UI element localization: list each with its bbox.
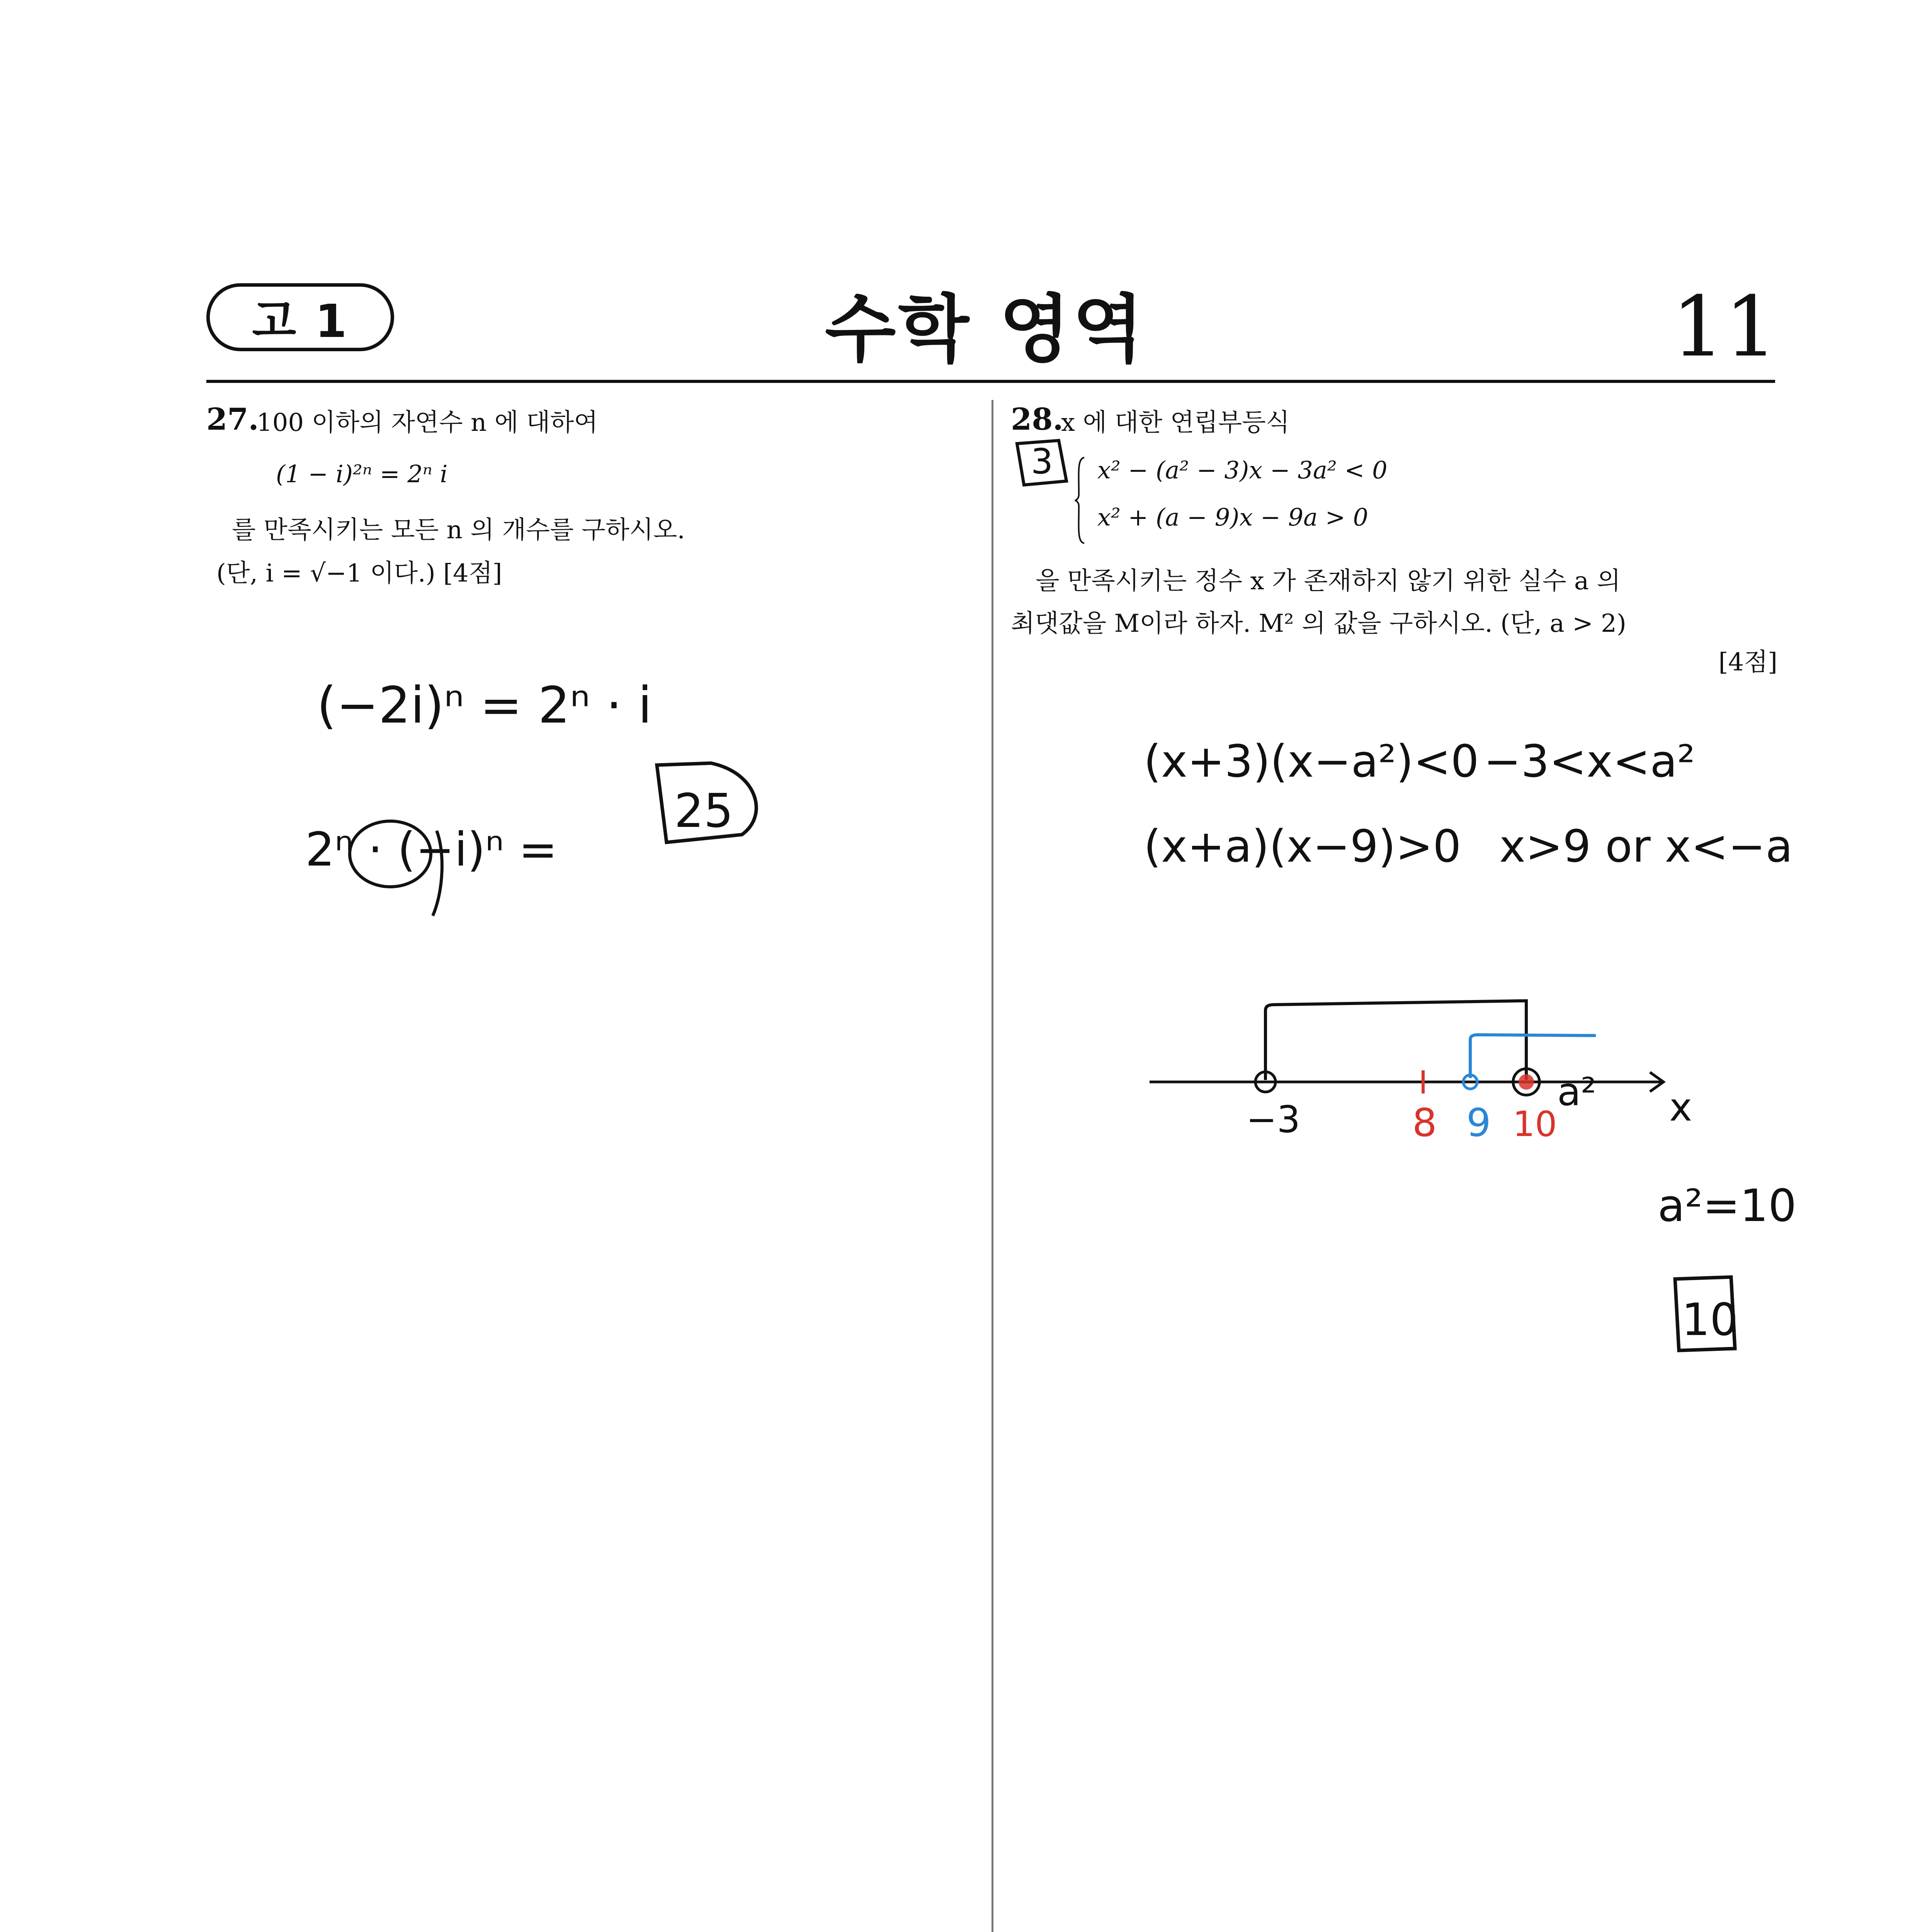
q28-mark: 3	[1031, 441, 1053, 482]
label-8: 8	[1412, 1100, 1437, 1145]
question-27-condition: 를 만족시키는 모든 n 의 개수를 구하시오.	[232, 516, 685, 544]
question-28-inequality-2: x² + (a − 9)x − 9a > 0	[1097, 503, 1368, 531]
q28-factor-1: (x+3)(x−a²)<0	[1144, 736, 1479, 787]
q27-work-line-1: (−2i)ⁿ = 2ⁿ · i	[317, 676, 652, 735]
question-28-inequality-1: x² − (a² − 3)x − 3a² < 0	[1097, 456, 1388, 484]
q28-result: a²=10	[1658, 1180, 1797, 1232]
label-a-squared: a²	[1557, 1069, 1597, 1114]
question-28-condition-line-1: 을 만족시키는 정수 x 가 존재하지 않기 위한 실수 a 의	[1036, 567, 1621, 595]
question-28-condition-line-2: 최댓값을 M이라 하자. M² 의 값을 구하시오. (단, a > 2)	[1011, 609, 1626, 638]
q27-work-line-2: 2ⁿ · (−i)ⁿ =	[305, 823, 558, 877]
q28-range-1: −3<x<a²	[1484, 736, 1695, 787]
page-number: 11	[1672, 278, 1777, 375]
question-27-note: (단, i = √−1 이다.) [4점]	[216, 559, 502, 588]
q27-answer: 25	[674, 784, 733, 838]
question-28-points: [4점]	[1718, 648, 1777, 677]
question-27-equation: (1 − i)²ⁿ = 2ⁿ i	[276, 460, 448, 488]
q28-answer: 10	[1682, 1294, 1738, 1346]
grade-badge: 고 1	[206, 283, 394, 351]
question-28-stem: x 에 대한 연립부등식	[1061, 408, 1290, 437]
q28-factor-2: (x+a)(x−9)>0	[1144, 821, 1461, 872]
question-27-stem: 100 이하의 자연수 n 에 대하여	[257, 408, 598, 437]
label-x-axis: x	[1669, 1085, 1692, 1130]
q28-range-2: x>9 or x<−a	[1499, 821, 1793, 872]
exam-title: 수학 영역	[825, 287, 1146, 372]
label-9: 9	[1466, 1100, 1491, 1145]
label-10: 10	[1513, 1104, 1557, 1145]
label-minus-3: −3	[1246, 1099, 1301, 1141]
question-27-number: 27.	[206, 402, 259, 437]
question-28-number: 28.	[1011, 402, 1063, 437]
